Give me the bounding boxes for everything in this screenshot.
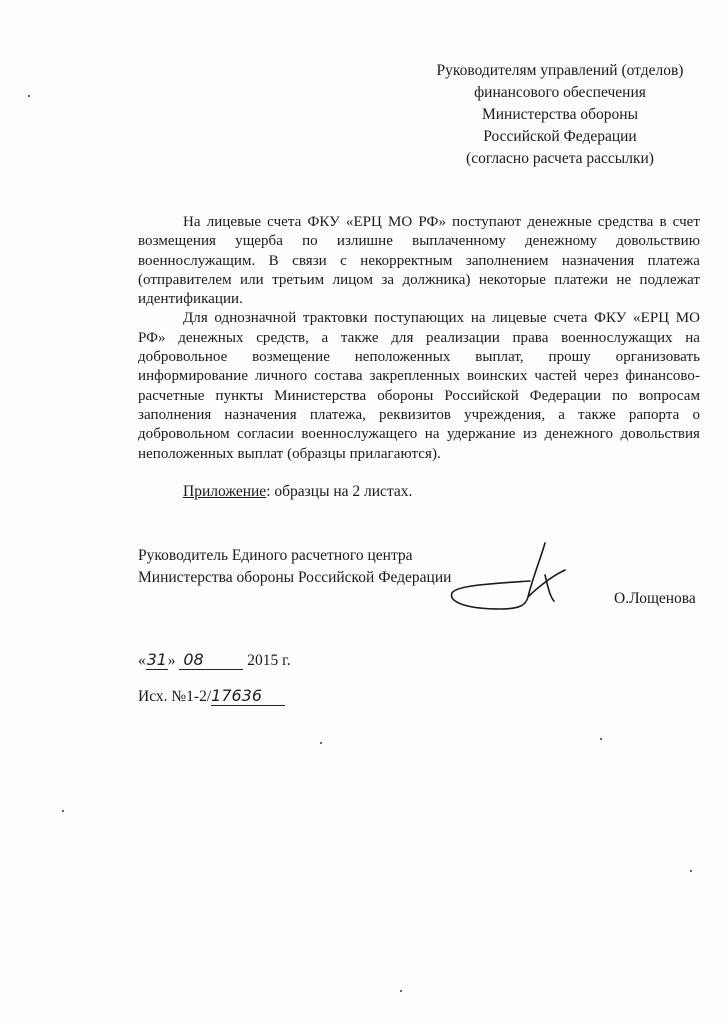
scan-speck: [62, 810, 64, 812]
scan-speck: [690, 870, 692, 872]
addressee-block: [420, 60, 700, 170]
addressee-line: (согласно расчета рассылки): [466, 150, 654, 167]
signer-block: [138, 545, 451, 589]
body-paragraph: Для однозначной трактовки поступающих на лицевые счета ФКУ «ЕРЦ МО РФ» денежных средств, а также для реализации права военнослужащих на добровольное возмещение неположенных выплат, прошу организовать информирование личного состава закрепленных воинских частей через финансово-расчетные пункты Министерства обороны Российской Федерации по вопросам заполнения назначения платежа, реквизитов учреждения, а также рапорта о добровольном согласии военнослужащего на удержание из денежного довольствия неположенных выплат (образцы прилагаются).: [138, 310, 700, 462]
addressee-line: Российской Федерации: [483, 128, 637, 145]
handwritten-signature: [440, 535, 610, 620]
date-day: 31: [146, 650, 167, 669]
addressee-line: Министерства обороны: [481, 106, 639, 123]
scan-speck: [320, 742, 322, 744]
attachment-note: [183, 483, 412, 501]
date-close-quote: »: [167, 652, 176, 669]
addressee-line: финансового обеспечения: [474, 84, 646, 101]
date-month: 08: [179, 650, 243, 670]
signer-name: О.Лощенова: [614, 590, 696, 607]
scan-speck: [400, 990, 402, 992]
letter-body: [138, 213, 700, 464]
outgoing-number: [138, 686, 285, 706]
attachment-text: : образцы на 2 листах.: [266, 483, 413, 500]
date-open-quote: «: [138, 652, 146, 669]
date-year: 2015 г.: [247, 652, 291, 669]
outgoing-handwritten-number: 17636: [211, 686, 285, 706]
attachment-label: Приложение: [183, 483, 267, 500]
signer-title-line: Министерства обороны Российской Федерации: [138, 569, 452, 586]
addressee-line: Руководителям управлений (отделов): [436, 62, 684, 79]
outgoing-prefix: Исх. №1-2/: [138, 688, 212, 705]
document-date: [138, 650, 291, 670]
scan-speck: [600, 738, 602, 740]
body-paragraph: На лицевые счета ФКУ «ЕРЦ МО РФ» поступают денежные средства в счет возмещения ущерба по излишне выплаченному денежному довольствию военнослужащим. В связи с некорректным заполнением назначения платежа (отправителем или третьим лицом за должника) некоторые платежи не подлежат идентификации.: [138, 214, 700, 308]
signer-title-line: Руководитель Единого расчетного центра: [138, 547, 413, 564]
scan-speck: [28, 95, 30, 97]
